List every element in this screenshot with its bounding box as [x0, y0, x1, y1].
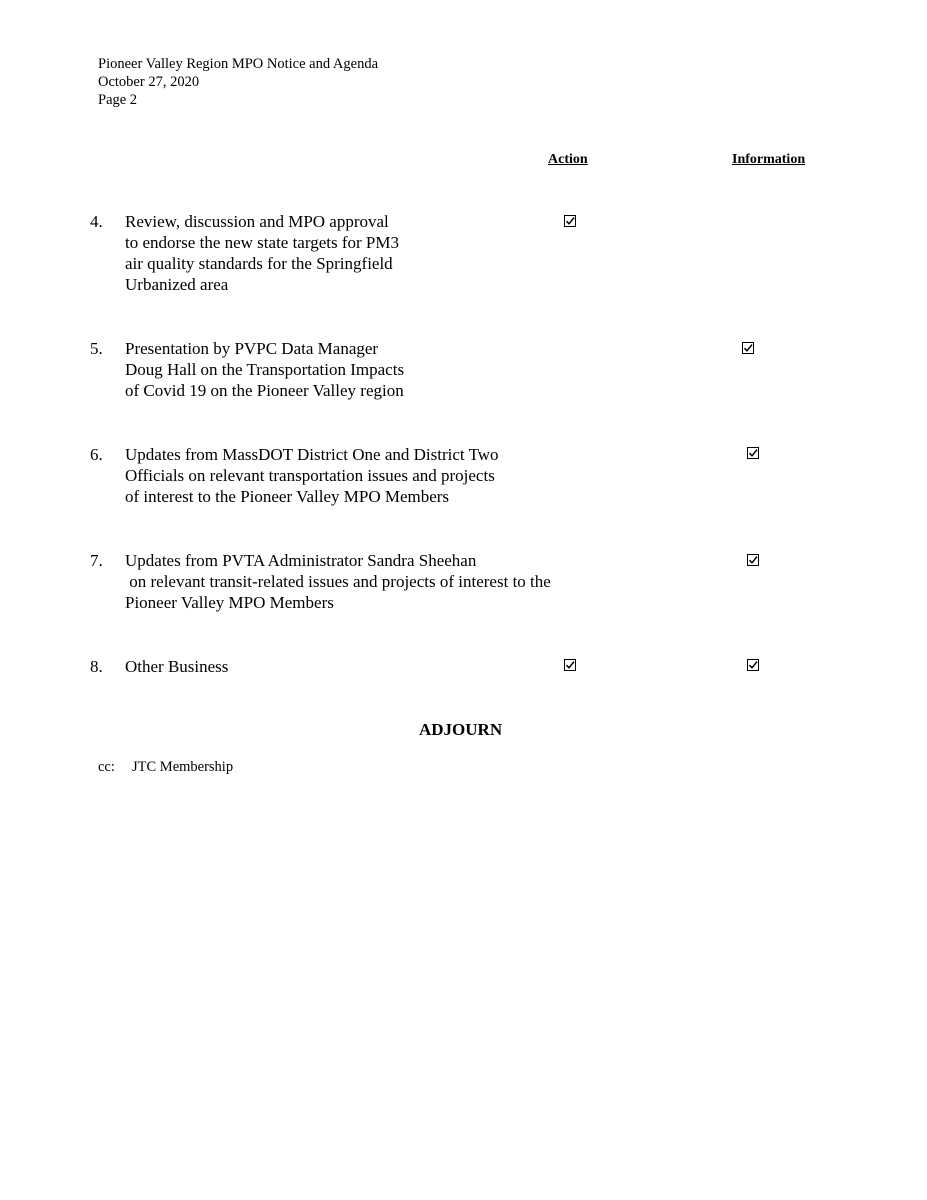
- agenda-item-line: Urbanized area: [125, 275, 229, 294]
- agenda-item-number: 6.: [90, 445, 103, 464]
- checked-box-icon: [564, 659, 576, 671]
- checked-box-icon: [747, 447, 759, 459]
- agenda-item-line: Doug Hall on the Transportation Impacts: [125, 360, 405, 379]
- agenda-item-line: Other Business: [125, 657, 229, 676]
- column-header-action: Action: [548, 152, 588, 167]
- agenda-item-text: [125, 550, 551, 613]
- document-header: [98, 55, 378, 109]
- cc-value: JTC Membership: [132, 759, 234, 775]
- agenda-item-text: [125, 656, 228, 677]
- header-page-number: Page 2: [98, 92, 138, 108]
- header-title: Pioneer Valley Region MPO Notice and Agenda: [98, 56, 379, 72]
- agenda-item-text: [125, 211, 399, 295]
- checked-box-icon: [742, 342, 754, 354]
- column-header-information: Information: [732, 152, 806, 167]
- agenda-item-line: Officials on relevant transportation issues and projects: [125, 466, 495, 485]
- checked-box-icon: [747, 659, 759, 671]
- agenda-item-number: 8.: [90, 657, 103, 676]
- agenda-item-number: 5.: [90, 339, 103, 358]
- agenda-item-number: 7.: [90, 551, 103, 570]
- agenda-item-line: Updates from MassDOT District One and District Two: [125, 445, 499, 464]
- agenda-item-line: of Covid 19 on the Pioneer Valley region: [125, 381, 404, 400]
- header-date: October 27, 2020: [98, 74, 200, 90]
- agenda-item-text: [125, 444, 499, 507]
- checked-box-icon: [747, 554, 759, 566]
- agenda-item-number: 4.: [90, 212, 103, 231]
- agenda-item-line: of interest to the Pioneer Valley MPO Members: [125, 487, 450, 506]
- checked-box-icon: [564, 215, 576, 227]
- agenda-item-line: Updates from PVTA Administrator Sandra Sheehan: [125, 551, 477, 570]
- cc-label: cc:: [98, 759, 115, 775]
- adjourn-heading: ADJOURN: [419, 720, 503, 739]
- agenda-item-line: air quality standards for the Springfield: [125, 254, 393, 273]
- agenda-item-line: to endorse the new state targets for PM3: [125, 233, 399, 252]
- cc-line: [98, 759, 233, 776]
- agenda-item-line: Presentation by PVPC Data Manager: [125, 339, 379, 358]
- agenda-item-line: Review, discussion and MPO approval: [125, 212, 389, 231]
- agenda-item-line: on relevant transit-related issues and projects of interest to the: [125, 572, 551, 591]
- agenda-item-line: Pioneer Valley MPO Members: [125, 593, 334, 612]
- agenda-item-text: [125, 338, 404, 401]
